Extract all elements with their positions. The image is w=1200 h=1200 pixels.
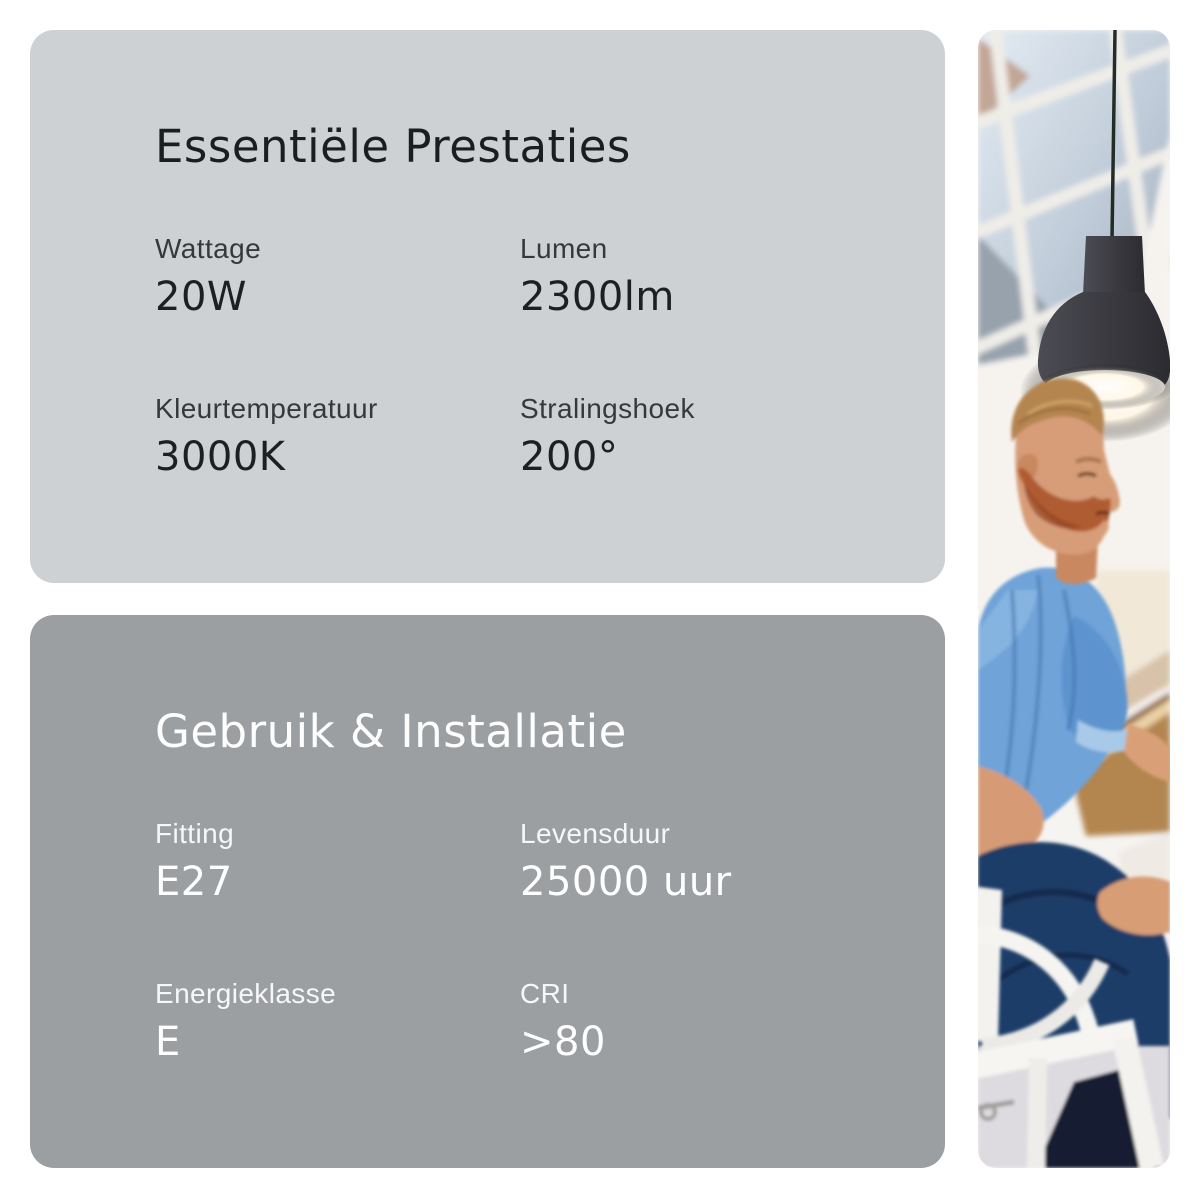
lifestyle-photo [978, 30, 1170, 1168]
lamp-neck [1083, 236, 1145, 294]
spec-wattage-label: Wattage [155, 233, 262, 264]
installation-panel-title: Gebruik & Installatie [155, 705, 627, 758]
spec-energy-class [155, 976, 520, 1068]
spec-lifetime-value: 25000 uur [520, 859, 732, 905]
spec-wattage-value: 20W [155, 274, 247, 320]
spec-cri-value: >80 [520, 1019, 606, 1065]
spec-wattage [155, 231, 520, 323]
spec-lumen [520, 231, 885, 323]
spec-fitting-label: Fitting [155, 818, 235, 849]
lifestyle-photo-illustration [978, 30, 1170, 1168]
spec-color-temperature-value: 3000K [155, 434, 286, 480]
installation-spec-grid [155, 816, 885, 1068]
performance-spec-grid [155, 231, 885, 483]
performance-panel-title: Essentiële Prestaties [155, 120, 631, 173]
mouth [1096, 513, 1109, 515]
spec-lifetime [520, 816, 885, 908]
spec-lifetime-label: Levensduur [520, 818, 671, 849]
spec-lumen-label: Lumen [520, 233, 608, 264]
spec-cri-label: CRI [520, 978, 570, 1009]
spec-color-temperature-label: Kleurtemperatuur [155, 393, 378, 424]
performance-panel [30, 30, 945, 583]
spec-energy-class-value: E [155, 1019, 181, 1065]
spec-fitting [155, 816, 520, 908]
spec-energy-class-label: Energieklasse [155, 978, 337, 1009]
spec-beam-angle-label: Stralingshoek [520, 393, 695, 424]
spec-beam-angle [520, 391, 885, 483]
spec-cri [520, 976, 885, 1068]
installation-panel [30, 615, 945, 1168]
spec-beam-angle-value: 200° [520, 434, 619, 480]
spec-lumen-value: 2300lm [520, 274, 675, 320]
spec-fitting-value: E27 [155, 859, 233, 905]
spec-color-temperature [155, 391, 520, 483]
